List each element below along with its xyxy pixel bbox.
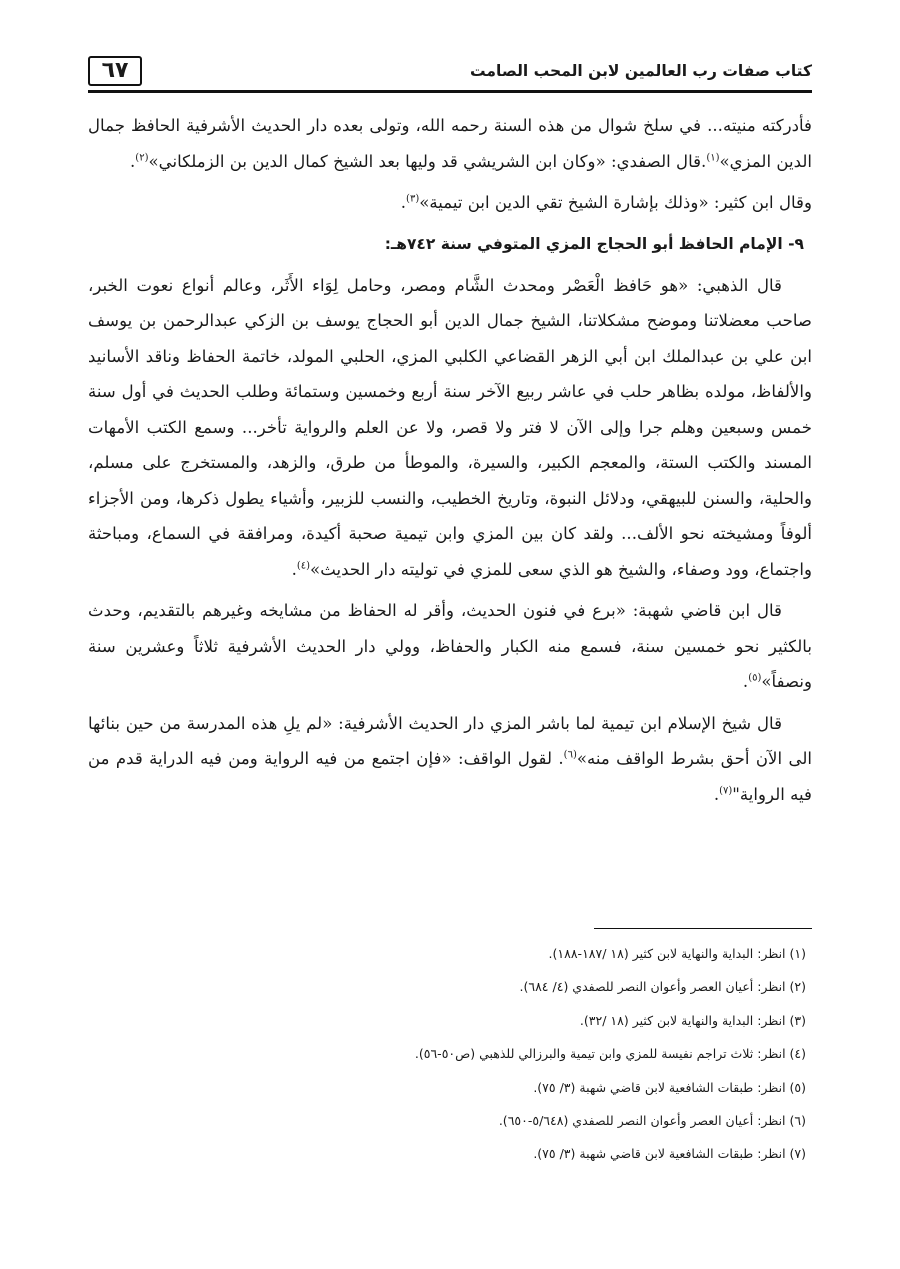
header-divider	[88, 90, 812, 93]
paragraph-3-text: قال الذهبي: «هو حَافظ الْعَصْر ومحدث الشَّام ومصر، وحامل لِوَاء الأَثَر، وعالم أنواع نعوت الخبر، صاحب معضلاتنا وموضح مشكلاتنا، الشيخ جمال الدين أبو الحجاج يوسف بن الزكي عبدالرحمن بن يوسف ابن علي بن عبدالملك ابن أبي الزهر القضاعي الكلبي المزي، الحلبي المولد، خاتمة الحفاظ وناقد الأسانيد والألفاظ، مولده بظاهر حلب في عاشر ربيع الآخر سنة أربع وخمسين وستمائة وطلب الحديث في أول سنة خمس وسبعين وهلم جرا وإلى الآن لا فتر ولا قصر، ولا عن العلم والرواية تأخر... وسمع الكتب الأمهات المسند والكتب الستة، والمعجم الكبير، والسيرة، والموطأ من طرق، والزهد، والمستخرج على مسلم، والحلية، والسنن للبيهقي، ودلائل النبوة، وتاريخ الخطيب، والنسب للزبير، وأشياء يطول ذكرها، ومن الأجزاء ألوفاً ومشيخته نحو الألف... ولقد كان بين المزي وابن تيمية صحبة أكيدة، ومرافقة في السماع، ومباحثة واجتماع، وود وصفاء، والشيخ هو الذي سعى للمزي في توليته دار الحديث»	[88, 275, 812, 579]
footnote-5: (٥) انظر: طبقات الشافعية لابن قاضي شهبة (٣/ ٧٥).	[533, 1079, 806, 1095]
paragraph-3-end: .	[291, 559, 297, 579]
footnote-ref-3: (٣)	[406, 193, 420, 205]
footnote-ref-1: (١)	[706, 151, 720, 163]
footnote-ref-6: (٦)	[563, 749, 577, 761]
paragraph-2-end: .	[400, 193, 407, 212]
paragraph-1-end: .	[130, 151, 136, 171]
footnote-7: (٧) انظر: طبقات الشافعية لابن قاضي شهبة (٣/ ٧٥).	[533, 1146, 806, 1162]
footnote-2: (٢) انظر: أعيان العصر وأعوان النصر للصفدي (٤/ ٦٨٤).	[519, 979, 806, 995]
section-heading: ٩- الإمام الحافظ أبو الحجاج المزي المتوفي سنة ٧٤٢هـ:	[384, 234, 804, 253]
paragraph-5-end: .	[713, 784, 720, 804]
footnote-4: (٤) انظر: ثلاث تراجم نفيسة للمزي وابن تيمية والبرزالي للذهبي (ص٥٠-٥٦).	[414, 1046, 806, 1062]
footnote-divider	[594, 928, 812, 929]
paragraph-3	[88, 268, 812, 588]
page-number: ٦٧	[88, 56, 142, 86]
footnote-ref-5: (٥)	[748, 672, 762, 684]
paragraph-1-text: فأدركته منيته... في سلخ شوال من هذه السنة رحمه الله، وتولى بعده دار الحديث الأشرفية الحافظ جمال الدين المزي»	[88, 116, 812, 171]
main-text	[88, 108, 812, 812]
footnote-ref-7: (٧)	[719, 784, 733, 796]
paragraph-4-end: .	[742, 672, 749, 691]
paragraph-4	[88, 593, 812, 700]
paragraph-2	[88, 185, 812, 221]
paragraph-2-text: وقال ابن كثير: «وذلك بإشارة الشيخ تقي الدين ابن تيمية»	[419, 193, 812, 212]
footnote-1: (١) انظر: البداية والنهاية لابن كثير (١٨ /١٨٧-١٨٨).	[548, 946, 806, 961]
paragraph-1-text-2: .قال الصفدي: «وكان ابن الشريشي قد وليها بعد الشيخ كمال الدين بن الزملكاني»	[148, 151, 707, 171]
page-header	[88, 52, 812, 92]
footnote-ref-2: (٢)	[135, 151, 149, 163]
footnotes-list	[86, 942, 806, 1176]
paragraph-4-text: قال ابن قاضي شهبة: «برع في فنون الحديث، وأقر له الحفاظ من مشايخه وغيرهم بالتقديم، وحدث بالكثير نحو خمسين سنة، فسمع منه الكبار والحفاظ، وولي دار الحديث الأشرفية ثلاثاً وعشرين سنة ونصفاً»	[88, 601, 812, 691]
paragraph-5-text: قال شيخ الإسلام ابن تيمية لما باشر المزي دار الحديث الأشرفية: «لم يلِ هذه المدرسة من حين بنائها الى الآن أحق بشرط الواقف منه»	[88, 713, 812, 768]
book-title: كتاب صفات رب العالمين لابن المحب الصامت	[470, 62, 812, 80]
paragraph-5-text-2: . لقول الواقف: «فإن اجتمع من فيه الرواية ومن فيه الدراية قدم من فيه الرواية"	[88, 749, 812, 804]
paragraph-1	[88, 108, 812, 179]
footnote-6: (٦) انظر: أعيان العصر وأعوان النصر للصفدي (٥/٦٤٨-٦٥٠).	[498, 1112, 806, 1128]
footnote-3: (٣) انظر: البداية والنهاية لابن كثير (١٨ /٣٢).	[579, 1012, 806, 1028]
footnote-ref-4: (٤)	[296, 559, 311, 571]
paragraph-5	[88, 706, 812, 813]
